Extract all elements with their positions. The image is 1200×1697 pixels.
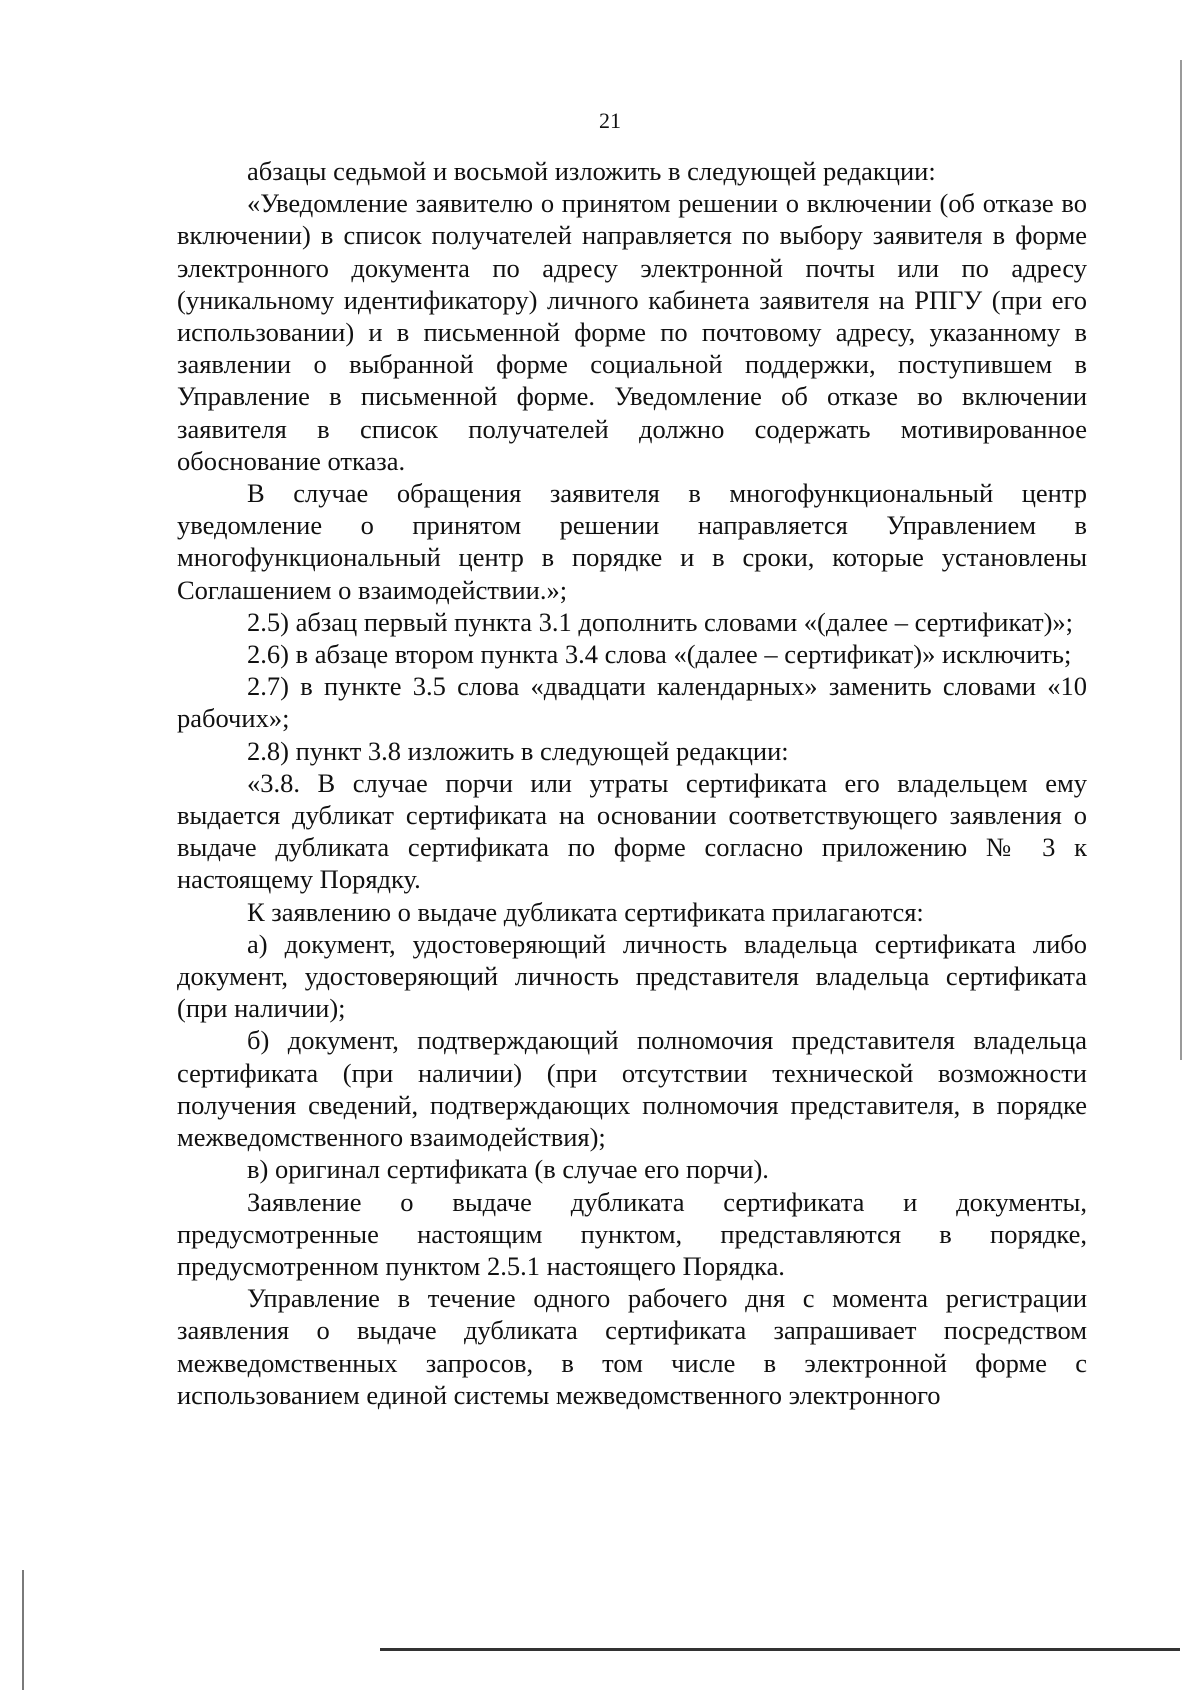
paragraph: 2.7) в пункте 3.5 слова «двадцати календарных» заменить словами «10 рабочих»; xyxy=(177,671,1087,734)
paragraph: 2.5) абзац первый пункта 3.1 дополнить словами «(далее – сертификат)»; xyxy=(247,606,1074,637)
paragraph: 2.8) пункт 3.8 изложить в следующей редакции: xyxy=(247,735,789,766)
paragraph: В случае обращения заявителя в многофункциональный центр уведомление о принятом решении направляется Управлением в многофункциональный центр в порядке и в сроки, которые установлены Соглашением о взаимодействии.»; xyxy=(177,478,1087,605)
paragraph: в) оригинал сертификата (в случае его порчи). xyxy=(247,1154,769,1185)
paragraph: Заявление о выдаче дубликата сертификата и документы, предусмотренные настоящим пунктом, представляются в порядке, предусмотренном пунктом 2.5.1 настоящего Порядка. xyxy=(177,1186,1087,1281)
bottom-rule xyxy=(380,1648,1180,1651)
paragraph: «3.8. В случае порчи или утраты сертификата его владельцем ему выдается дубликат сертификата на основании соответствующего заявления о выдаче дубликата сертификата по форме согласно приложению № 3 к настоящему Порядку. xyxy=(177,767,1087,895)
paragraph: Управление в течение одного рабочего дня с момента регистрации заявления о выдаче дубликата сертификата запрашивает посредством межведомственных запросов, в том числе в электронной форме с использованием единой системы межведомственного электронного xyxy=(177,1283,1087,1410)
paragraph: К заявлению о выдаче дубликата сертификата прилагаются: xyxy=(247,896,924,927)
scan-edge-line-left xyxy=(22,1570,24,1690)
page-number: 21 xyxy=(599,108,621,133)
paragraph: «Уведомление заявителю о принятом решении о включении (об отказе во включении) в список получателей направляется по выбору заявителя в форме электронного документа по адресу электронной почты или по адресу (уникальному идентификатору) личного кабинета заявителя на РПГУ (при его использовании) и в письменной форме по почтовому адресу, указанному в заявлении о выбранной форме социальной поддержки, поступившем в Управление в письменной форме. Уведомление об отказе во включении заявителя в список получателей должно содержать мотивированное обоснование отказа. xyxy=(177,188,1087,476)
paragraph: абзацы седьмой и восьмой изложить в следующей редакции: xyxy=(247,156,936,186)
scan-edge-line xyxy=(1180,60,1182,1060)
paragraph: б) документ, подтверждающий полномочия представителя владельца сертификата (при наличии) (при отсутствии технической возможности получения сведений, подтверждающих полномочия представителя, в порядке межведомственного взаимодействия); xyxy=(177,1025,1087,1153)
paragraph: 2.6) в абзаце втором пункта 3.4 слова «(далее – сертификат)» исключить; xyxy=(247,639,1072,670)
document-body xyxy=(177,155,1087,1411)
paragraph: а) документ, удостоверяющий личность владельца сертификата либо документ, удостоверяющий личность представителя владельца сертификата (при наличии); xyxy=(177,928,1087,1024)
